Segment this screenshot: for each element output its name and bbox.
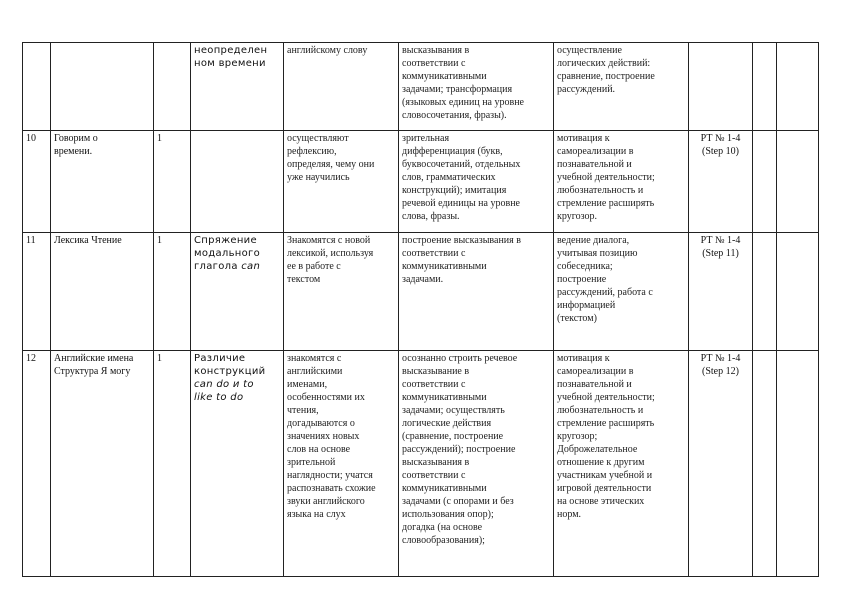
personal-results-cell: ведение диалога, учитывая позицию собеседника; построение рассуждений, работа с информацией (текстом) bbox=[554, 233, 689, 351]
extra-cell bbox=[777, 233, 819, 351]
lesson-topic-cell: Лексика Чтение bbox=[51, 233, 154, 351]
personal-results-cell: мотивация к самореализации в познавательной и учебной деятельности; любознательность и стремление расширять кругозор; Доброжелательное отношение к другим участникам учебной и игровой деятельности на основе этических норм. bbox=[554, 351, 689, 577]
grammar-text: Спряжение модального глагола bbox=[194, 235, 261, 272]
subject-results-cell: высказывания в соответствии с коммуникативными задачами; трансформация (языковых единиц на уровне словосочетания, фразы). bbox=[399, 43, 554, 131]
subject-results-cell: осознанно строить речевое высказывание в соответствии с коммуникативными задачами; осуществлять логические действия (сравнение, построение рассуждений); построение высказывания в соответствии с коммуникативными задачами (с опорами и без использования опор); догадка (на основе словообразования); bbox=[399, 351, 554, 577]
extra-cell bbox=[753, 43, 777, 131]
grammar-text: неопределен ном времени bbox=[194, 45, 268, 69]
grammar-cell bbox=[191, 351, 284, 577]
hours-cell: 1 bbox=[154, 351, 191, 577]
learner-activity-cell: английскому слову bbox=[284, 43, 399, 131]
workbook-cell: РТ № 1-4 (Step 11) bbox=[689, 233, 753, 351]
hours-cell: 1 bbox=[154, 131, 191, 233]
personal-results-cell: осуществление логических действий: сравнение, построение рассуждений. bbox=[554, 43, 689, 131]
lesson-number-cell: 11 bbox=[23, 233, 51, 351]
table-row bbox=[23, 131, 819, 233]
extra-cell bbox=[777, 351, 819, 577]
grammar-italic-text: can bbox=[241, 261, 261, 272]
lesson-topic-cell bbox=[51, 43, 154, 131]
workbook-cell: РТ № 1-4 (Step 12) bbox=[689, 351, 753, 577]
lesson-number-cell bbox=[23, 43, 51, 131]
lesson-number-cell: 10 bbox=[23, 131, 51, 233]
workbook-cell bbox=[689, 43, 753, 131]
grammar-cell bbox=[191, 131, 284, 233]
learner-activity-cell: знакомятся с английскими именами, особенностями их чтения, догадываются о значениях новых слов на основе зрительной наглядности; учатся распознавать схожие звуки английского языка на слух bbox=[284, 351, 399, 577]
learner-activity-cell: осуществляют рефлексию, определяя, чему они уже научились bbox=[284, 131, 399, 233]
lesson-topic-cell: Английские имена Структура Я могу bbox=[51, 351, 154, 577]
workbook-cell: РТ № 1-4 (Step 10) bbox=[689, 131, 753, 233]
table-row bbox=[23, 233, 819, 351]
hours-cell bbox=[154, 43, 191, 131]
extra-cell bbox=[777, 43, 819, 131]
subject-results-cell: построение высказывания в соответствии с коммуникативными задачами. bbox=[399, 233, 554, 351]
lesson-plan-table bbox=[22, 42, 819, 577]
table-row bbox=[23, 351, 819, 577]
grammar-cell bbox=[191, 43, 284, 131]
lesson-topic-cell: Говорим о времени. bbox=[51, 131, 154, 233]
extra-cell bbox=[753, 351, 777, 577]
extra-cell bbox=[753, 131, 777, 233]
hours-cell: 1 bbox=[154, 233, 191, 351]
lesson-number-cell: 12 bbox=[23, 351, 51, 577]
grammar-cell bbox=[191, 233, 284, 351]
grammar-text: Различие конструкций bbox=[194, 353, 266, 377]
extra-cell bbox=[777, 131, 819, 233]
subject-results-cell: зрительная дифференциация (букв, буквосочетаний, отдельных слов, грамматических конструкций); имитация речевой единицы на уровне слова, фразы. bbox=[399, 131, 554, 233]
grammar-italic-text: can do и to like to do bbox=[194, 379, 254, 403]
extra-cell bbox=[753, 233, 777, 351]
table-row bbox=[23, 43, 819, 131]
learner-activity-cell: Знакомятся с новой лексикой, используя ее в работе с текстом bbox=[284, 233, 399, 351]
personal-results-cell: мотивация к самореализации в познавательной и учебной деятельности; любознательность и стремление расширять кругозор. bbox=[554, 131, 689, 233]
